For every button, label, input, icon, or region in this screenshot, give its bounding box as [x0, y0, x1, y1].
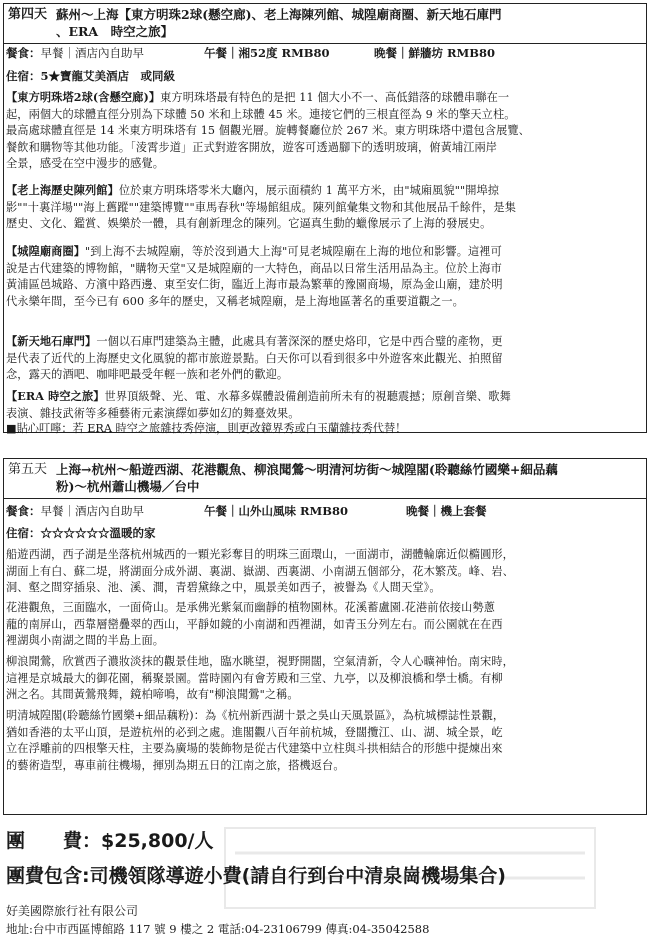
- day4-meals-label: 餐食：: [6, 46, 41, 60]
- day5-para-westlake-line1: 湖面上有白、蘇二堤，將湖面分成外湖、裏湖、嶽湖、西裏湖、小南湖五個部分，花木繁茂。峰、岩、: [6, 564, 514, 578]
- day4-para-temple-line3: 代永樂年間，至今已有 600 多年的歷史，又稱老城隍廟，是上海地區著名的重要道觀之一。: [6, 294, 464, 308]
- day4-header: [4, 4, 646, 44]
- day5-para-huagang-line2: 裡湖與小南湖之間的半島上面。: [6, 634, 165, 648]
- day4-note: ■貼心叮嚀：若 ERA 時空之旅雜技秀停演，則更改鏡界秀或白玉蘭雜技秀代替！: [6, 422, 407, 435]
- day5-para-westlake-line0: 船遊西湖，西子湖是坐落杭州城西的一顆光彩奪目的明珠三面環山，一面湖市，湖體輪廓近似橢圓形，: [6, 548, 514, 561]
- day4-para-museum-line1: 影""十裏洋場""海上舊蹤""建築博覽""車馬春秋"等場館組成。陳列館彙集文物和其他展品千餘件，是集: [6, 200, 517, 214]
- day4-para-museum-line2: 歷史、文化、鑑賞、娛樂於一體，具有創新理念的陳列。它逼真生動的蠟像展示了上海的發展史。: [6, 217, 492, 231]
- day4-para-tower-line0: 東方明珠塔最有特色的是把 11 個大小不一、高低錯落的球體串聯在一: [160, 91, 510, 104]
- day4-para-xintiandi-line2: 念，露天的酒吧、咖啡吧最受年輕一族和老外們的歡迎。: [6, 368, 289, 382]
- day4-route-line2: 、ERA 時空之旅】: [56, 24, 174, 39]
- day5-para-liulang-line2: 洲之名。其間黃鶯飛舞，鏡柏啼鳴，故有"柳浪聞鶯"之稱。: [6, 688, 299, 702]
- day4-para-museum: [6, 182, 642, 233]
- day4-para-museum-title: 【老上海歷史陳列館】: [6, 183, 119, 197]
- day5-para-chenghuang-line2: 立在浮雕前的四根擎天柱，主要為廣場的裝飾物是從古代建築中立柱與斗拱相結合的形態中提煉出來: [6, 742, 503, 756]
- fee-amount: $25,800/人: [101, 830, 214, 852]
- day4-para-era: [6, 388, 642, 422]
- day5-para-huagang-line0: 花港觀魚，三面臨水，一面倚山。是承佛光紫氣而幽靜的植物園林。花溪蓄盧園.花港前依接山勢蔥: [6, 601, 496, 614]
- day4-para-xintiandi-title: 【新天地石庫門】: [6, 334, 97, 348]
- day5-para-westlake-line2: 洞、壑之間穿插泉、池、溪、澗，青碧黛綠之中，風景美如西子，被譽為《人間天堂》。: [6, 581, 441, 595]
- day5-dinner: 晚餐｜機上套餐: [406, 504, 487, 518]
- day4-meals: [6, 45, 644, 61]
- day5-label: 第五天: [8, 462, 48, 477]
- day5-meals-label: 餐食：: [6, 504, 41, 518]
- fee-includes: 團費包含:司機領隊導遊小費(請自行到台中清泉崗機場集合): [6, 865, 506, 887]
- fee-line: [6, 826, 214, 853]
- day4-para-tower-line3: 餐飲和購物等其他功能。「淩霄步道」正式對遊客開放，遊客可透過腳下的透明玻璃，俯黃埔江兩岸: [6, 140, 498, 154]
- day5-para-liulang-line0: 柳浪聞鶯，欣賞西子濃妝淡抹的觀景佳地，臨水眺望，視野開闊，空氣清新，令人心曠神怡。南宋時，: [6, 655, 514, 668]
- day4-para-temple-line0: "到上海不去城隍廟，等於沒到過大上海"可見老城隍廟在上海的地位和影響。這裡可: [85, 245, 502, 258]
- day5-breakfast: 早餐｜酒店內自助早: [40, 504, 144, 518]
- day4-dinner: 晚餐｜鮮牆坊 RMB80: [374, 46, 496, 60]
- day4-para-tower-line2: 最高處球體直徑是 14 米東方明珠塔有 15 個觀光層。旋轉餐廳位於 267 米。東方明珠塔中還包含展覽、: [6, 124, 530, 138]
- company-name: 好美國際旅行社有限公司: [6, 904, 139, 918]
- fee-label: 團 費：: [6, 830, 102, 852]
- day4-route-line1: 蘇州～上海【東方明珠2球(懸空廊)、老上海陳列館、城隍廟商圈、新天地石庫門: [56, 7, 502, 22]
- day5-para-westlake: [6, 547, 642, 597]
- day4-route: [56, 6, 502, 40]
- day4-para-tower-title: 【東方明珠塔2球(含懸空廊)】: [6, 90, 161, 104]
- day4-para-era-line0: 世界頂級聲、光、電、水幕多媒體設備創造前所未有的視聽震撼；原創音樂、歌舞: [104, 390, 511, 403]
- day5-hotel: 住宿：☆☆☆☆☆☆溫暖的家: [6, 526, 156, 540]
- day5-para-chenghuang-line0: 明清城隍閣(聆聽絲竹國樂+細品藕粉)：為《杭州新西湖十景之吳山天風景區》，為杭城標誌性景觀，: [6, 709, 505, 722]
- day5-para-chenghuang-line3: 的藝術造型，專車前往機場，揮別為期五日的江南之旅，搭機返台。: [6, 758, 345, 772]
- day4-para-xintiandi-line1: 是代表了近代的上海歷史文化風貌的都市旅遊景點。白天你可以看到很多中外遊客來此觀光、拍照留: [6, 351, 503, 365]
- day5-para-huagang: [6, 600, 642, 650]
- day5-para-liulang-line1: 這裡是京城最大的御花園，稱聚景園。當時園內有會芳殿和三堂、九亭，以及柳浪橋和學士橋。有柳: [6, 671, 503, 685]
- day4-label: 第四天: [8, 7, 48, 22]
- day5-header: [4, 459, 646, 499]
- day4-para-museum-line0: 位於東方明珠塔零米大廳內，展示面積約 1 萬平方米，由"城廂風貌""開埠掠: [118, 184, 500, 197]
- day5-para-chenghuang: [6, 708, 642, 774]
- day4-para-xintiandi: [6, 333, 642, 384]
- day4-para-xintiandi-line0: 一個以石庫門建築為主體，此處具有著深深的歷史烙印，它是中西合璧的產物，更: [96, 335, 503, 348]
- day4-para-era-line1: 表演、雜技武術等多種藝術元素演繹如夢如幻的舞臺效果。: [6, 406, 300, 420]
- day5-lunch: 午餐｜山外山風味 RMB80: [204, 504, 349, 518]
- day5-route: [56, 461, 558, 495]
- day4-para-temple-line2: 黃浦區邑城路、方濱中路西邊、東至安仁街，臨近上海市最為繁華的豫園商場，原為金山廟，建於明: [6, 278, 503, 292]
- day5-route-line1: 上海→杭州～船遊西湖、花港觀魚、柳浪聞鶯～明清河坊街～城隍閣(聆聽絲竹國樂+細品藕: [56, 462, 558, 477]
- day4-para-tower-line1: 起，兩個大的球體直徑分別為下球體 50 米和上球體 45 米。連接它們的三根直徑為 9 米的擎天立柱。: [6, 107, 516, 121]
- day5-para-chenghuang-line1: 猶如香港的太平山頂，是遊杭州的必到之處。進閣觀八百年前杭城，登闊攬江、山、湖、城全景，屹: [6, 725, 503, 739]
- day4-para-temple: [6, 243, 642, 310]
- day5-para-liulang: [6, 654, 642, 704]
- day4-para-temple-line1: 說是古代建築的博物館，"購物天堂"又是城隍廟的一大特色，商品以日常生活用品為主。位於上海市: [6, 261, 502, 275]
- day4-lunch: 午餐｜湘52度 RMB80: [204, 46, 330, 60]
- day4-para-tower: [6, 89, 642, 173]
- day4-para-temple-title: 【城隍廟商圈】: [6, 244, 86, 258]
- day5-para-huagang-line1: 蘢的南屏山，西靠層巒疊翠的西山，平靜如鏡的小南湖和西裡湖，如青玉分列左右。而公園就在在西: [6, 617, 503, 631]
- day5-route-line2: 粉)～杭州蕭山機場／台中: [56, 479, 200, 494]
- day5-meals: [6, 503, 644, 519]
- day4-hotel: 住宿：5★寶龍艾美酒店 或同級: [6, 69, 175, 83]
- day4-breakfast: 早餐｜酒店內自助早: [40, 46, 144, 60]
- day4-para-tower-line4: 全景，感受在空中漫步的感覺。: [6, 157, 165, 171]
- day4-para-era-title: 【ERA 時空之旅】: [6, 389, 105, 403]
- company-address: 地址:台中市西區博館路 117 號 9 樓之 2 電話:04-23106799 傳真:04-35042588: [6, 922, 430, 936]
